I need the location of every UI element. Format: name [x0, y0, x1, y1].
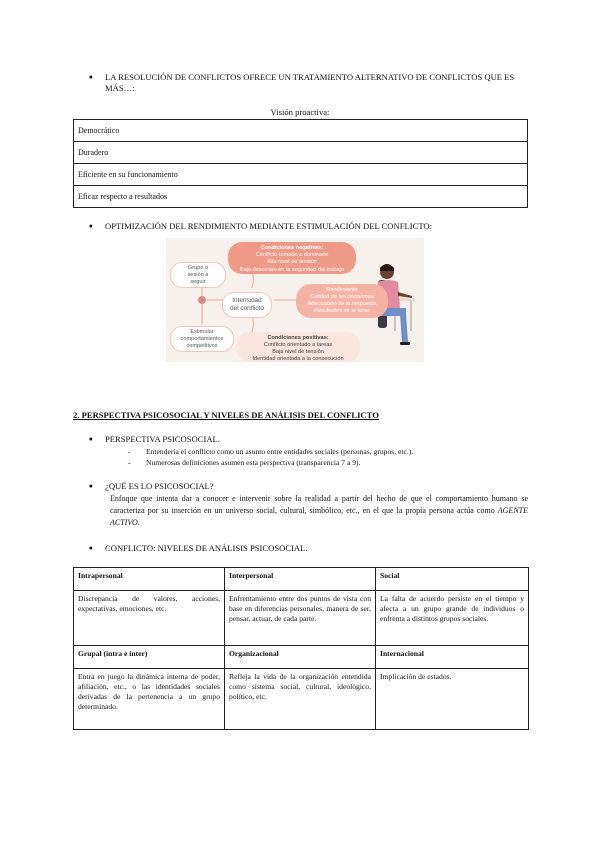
dash-marker: -	[128, 458, 131, 467]
node-text: del conflicto	[230, 305, 264, 312]
table-row	[74, 591, 529, 646]
positive-title: Condiciones positivas:	[267, 335, 329, 341]
positive-item: Conflicto orientado a tareas	[263, 342, 333, 348]
level-description: Enfrentamiento entre dos puntos de vista con base en diferencias personales, manera de ser, pensar, actuar, de cada parte.	[225, 591, 376, 646]
bullet-what-is: ● ¿QUÉ ES LO PSICOSOCIAL?	[88, 481, 214, 491]
vision-caption: Visión proactiva:	[270, 107, 330, 117]
level-header: Grupal (intra e inter)	[74, 646, 225, 669]
node-text: Grupo o	[187, 265, 209, 271]
positive-item: Baja nivel de tensión	[272, 349, 324, 355]
vision-cell: Eficiente en su funcionamiento	[74, 164, 528, 186]
bullet-what-is-text: ¿QUÉ ES LO PSICOSOCIAL?	[105, 481, 214, 491]
performance-item: Rendimiento	[326, 287, 358, 293]
table-row	[74, 568, 529, 591]
table-row	[74, 164, 528, 186]
sub-item-text: Numerosas definiciones asumen esta perspectiva (transparencia 7 a 9).	[146, 458, 361, 467]
bullet-levels: ● CONFLICTO: NIVELES DE ANÁLISIS PSICOSOCIAL.	[88, 543, 308, 553]
positive-conditions-pill	[236, 332, 360, 362]
bullet-optimization: ● OPTIMIZACIÓN DEL RENDIMIENTO MEDIANTE ESTIMULACIÓN DEL CONFLICTO:	[88, 221, 433, 231]
level-header: Interpersonal	[225, 568, 376, 591]
vision-cell: Duradero	[74, 142, 528, 164]
table-row	[74, 669, 529, 730]
bullet-resolution-text: LA RESOLUCIÓN DE CONFLICTOS OFRECE UN TRATAMIENTO ALTERNATIVO DE CONFLICTOS QUE ES MÁS…:	[105, 72, 515, 93]
center-node-dot-icon	[200, 298, 203, 301]
bullet-resolution: ● LA RESOLUCIÓN DE CONFLICTOS OFRECE UN TRATAMIENTO ALTERNATIVO DE CONFLICTOS QUE ES MÁS…:	[73, 72, 528, 94]
negative-item: Alto nivel de tensión	[266, 259, 318, 266]
stimulate-node	[170, 326, 234, 352]
conflict-diagram	[166, 238, 424, 362]
level-description: Discrepancia de valores, acciones, expectativas, emociones, etc.	[74, 591, 225, 646]
definition-text: Enfoque que intenta dar a conocer e intervenir sobre la realidad a partir del hecho de que el comportamiento humano se caracteriza por su inserción en un universo social, cultural, simbólico, etc., en el que la propia persona actúa como	[110, 494, 528, 515]
performance-pill	[296, 284, 388, 318]
negative-item: Bajo descenso en la seguridad del trabajo	[239, 266, 345, 273]
level-description: Refleja la vida de la organización entendida como sistema social, cultural, ideológico, político, etc.	[225, 669, 376, 730]
table-row	[74, 120, 528, 142]
vision-cell: Eficaz respecto a resultados	[74, 186, 528, 208]
table-row	[74, 142, 528, 164]
bullet-optimization-text: OPTIMIZACIÓN DEL RENDIMIENTO MEDIANTE ESTIMULACIÓN DEL CONFLICTO:	[105, 221, 433, 231]
level-description: Entra en juego la dinámica interna de poder, afiliación, etc., o las identidades sociales derivadas de la pertenencia a un grupo determinado.	[74, 669, 225, 730]
bullet-psychosocial: ● PERSPECTIVA PSICOSOCIAL.	[88, 434, 220, 444]
table-row	[74, 646, 529, 669]
section2-title: 2. PERSPECTIVA PSICOSOCIAL Y NIVELES DE ANÁLISIS DEL CONFLICTO	[73, 410, 379, 420]
performance-item: Resultados de la tarea	[314, 308, 370, 314]
level-header: Social	[376, 568, 529, 591]
performance-item: Adecuación de la respuesta	[307, 301, 377, 307]
vision-cell: Democrático	[74, 120, 528, 142]
definition-end: .	[137, 518, 140, 527]
dash-marker: -	[128, 447, 131, 456]
negative-title: Condiciones negativas:	[260, 245, 324, 251]
sub-item	[110, 447, 413, 456]
bullet-psychosocial-text: PERSPECTIVA PSICOSOCIAL.	[105, 434, 220, 444]
positive-item: Identidad orientada a la consecución	[252, 356, 344, 362]
sub-item-text: Entendería el conflicto como un asunto entre entidades sociales (personas, grupos, etc.).	[146, 447, 414, 456]
node-text: Estimular	[190, 329, 214, 335]
level-header: Intrapersonal	[74, 568, 225, 591]
psychosocial-definition	[110, 493, 528, 529]
level-header: Internacional	[376, 646, 529, 669]
node-text: sesión a	[187, 272, 209, 278]
definition-emphasis: AGENTE ACTIVO	[110, 506, 528, 527]
bullet-levels-text: CONFLICTO: NIVELES DE ANÁLISIS PSICOSOCIAL.	[105, 543, 308, 553]
levels-table	[73, 567, 529, 730]
table-row	[74, 186, 528, 208]
sub-item	[110, 458, 360, 467]
level-description: La falta de acuerdo persiste en el tiempo y afecta a un grupo grande de individuos o enfrenta a distintos grupos sociales.	[376, 591, 529, 646]
node-text: competitivos	[186, 343, 218, 349]
conflict-intensity-node	[222, 292, 272, 318]
level-header: Organizacional	[225, 646, 376, 669]
negative-item: Conflicto tomado a dominado	[255, 252, 329, 259]
vision-table	[73, 119, 528, 208]
node-text: comportamientos	[180, 336, 224, 342]
performance-item: Calidad de las decisiones	[310, 294, 374, 300]
node-text: Intensidad	[232, 297, 262, 304]
level-description: Implicación de estados.	[376, 669, 529, 730]
group-session-node	[170, 262, 226, 288]
node-text: seguir	[190, 279, 206, 285]
negative-conditions-pill	[228, 242, 356, 274]
